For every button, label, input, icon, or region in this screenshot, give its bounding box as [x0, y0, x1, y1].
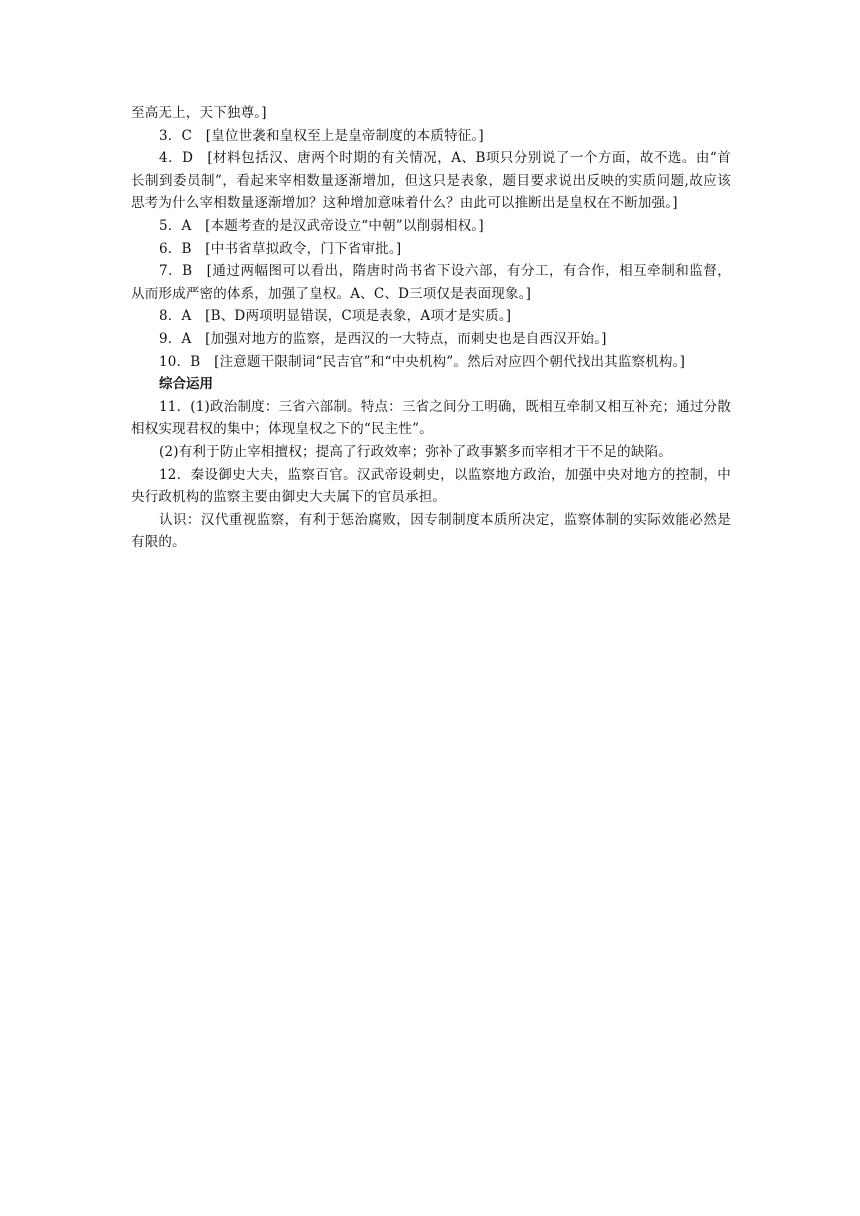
answer-item-4: 4．D [材料包括汉、唐两个时期的有关情况，A、B项只分别说了一个方面，故不选。由“首长制到委员制”，看起来宰相数量逐渐增加，但这只是表象，题目要求说出反映的实质问题,故应该思考为什么宰相数量逐渐增加？这种增加意味着什么？由此可以推断出是皇权在不断加强。] — [131, 150, 731, 212]
answer-item-11-part-1: 11．(1)政治制度：三省六部制。特点：三省之间分工明确，既相互牵制又相互补充；通过分散相权实现君权的集中；体现皇权之下的“民主性”。 — [131, 398, 731, 438]
answer-item-11-part-2: (2)有利于防止宰相擅权；提高了行政效率；弥补了政事繁多而宰相才干不足的缺陷。 — [159, 443, 672, 460]
answer-item-10: 10．B [注意题干限制词“民吉官”和“中央机构”。然后对应四个朝代找出其监察机构。] — [159, 353, 686, 370]
answer-item-3: 3．C [皇位世袭和皇权至上是皇帝制度的本质特征。] — [159, 127, 484, 144]
answer-item-12-view: 认识：汉代重视监察，有利于惩治腐败，因专制制度本质所决定，监察体制的实际效能必然是有限的。 — [131, 511, 731, 551]
answer-continuation: 至高无上，天下独尊。] — [131, 105, 267, 121]
answer-item-7: 7．B [通过两幅图可以看出，隋唐时尚书省下设六部，有分工，有合作，相互牵制和监督，从而形成严密的体系，加强了皇权。A、C、D三项仅是表面现象。] — [131, 263, 731, 302]
answer-document — [131, 102, 731, 554]
answer-item-12: 12．秦设御史大夫，监察百官。汉武帝设刺史，以监察地方政治，加强中央对地方的控制，中央行政机构的监察主要由御史大夫属下的官员承担。 — [131, 466, 731, 506]
answer-item-8: 8．A [B、D两项明显错误，C项是表象，A项才是实质。] — [159, 308, 512, 325]
answer-item-5: 5．A [本题考查的是汉武帝设立“中朝”以削弱相权。] — [159, 217, 484, 234]
answer-item-6: 6．B [中书省草拟政令，门下省审批。] — [159, 240, 402, 257]
section-heading: 综合运用 — [159, 376, 213, 393]
answer-item-9: 9．A [加强对地方的监察，是西汉的一大特点，而刺史也是自西汉开始。] — [159, 330, 607, 347]
